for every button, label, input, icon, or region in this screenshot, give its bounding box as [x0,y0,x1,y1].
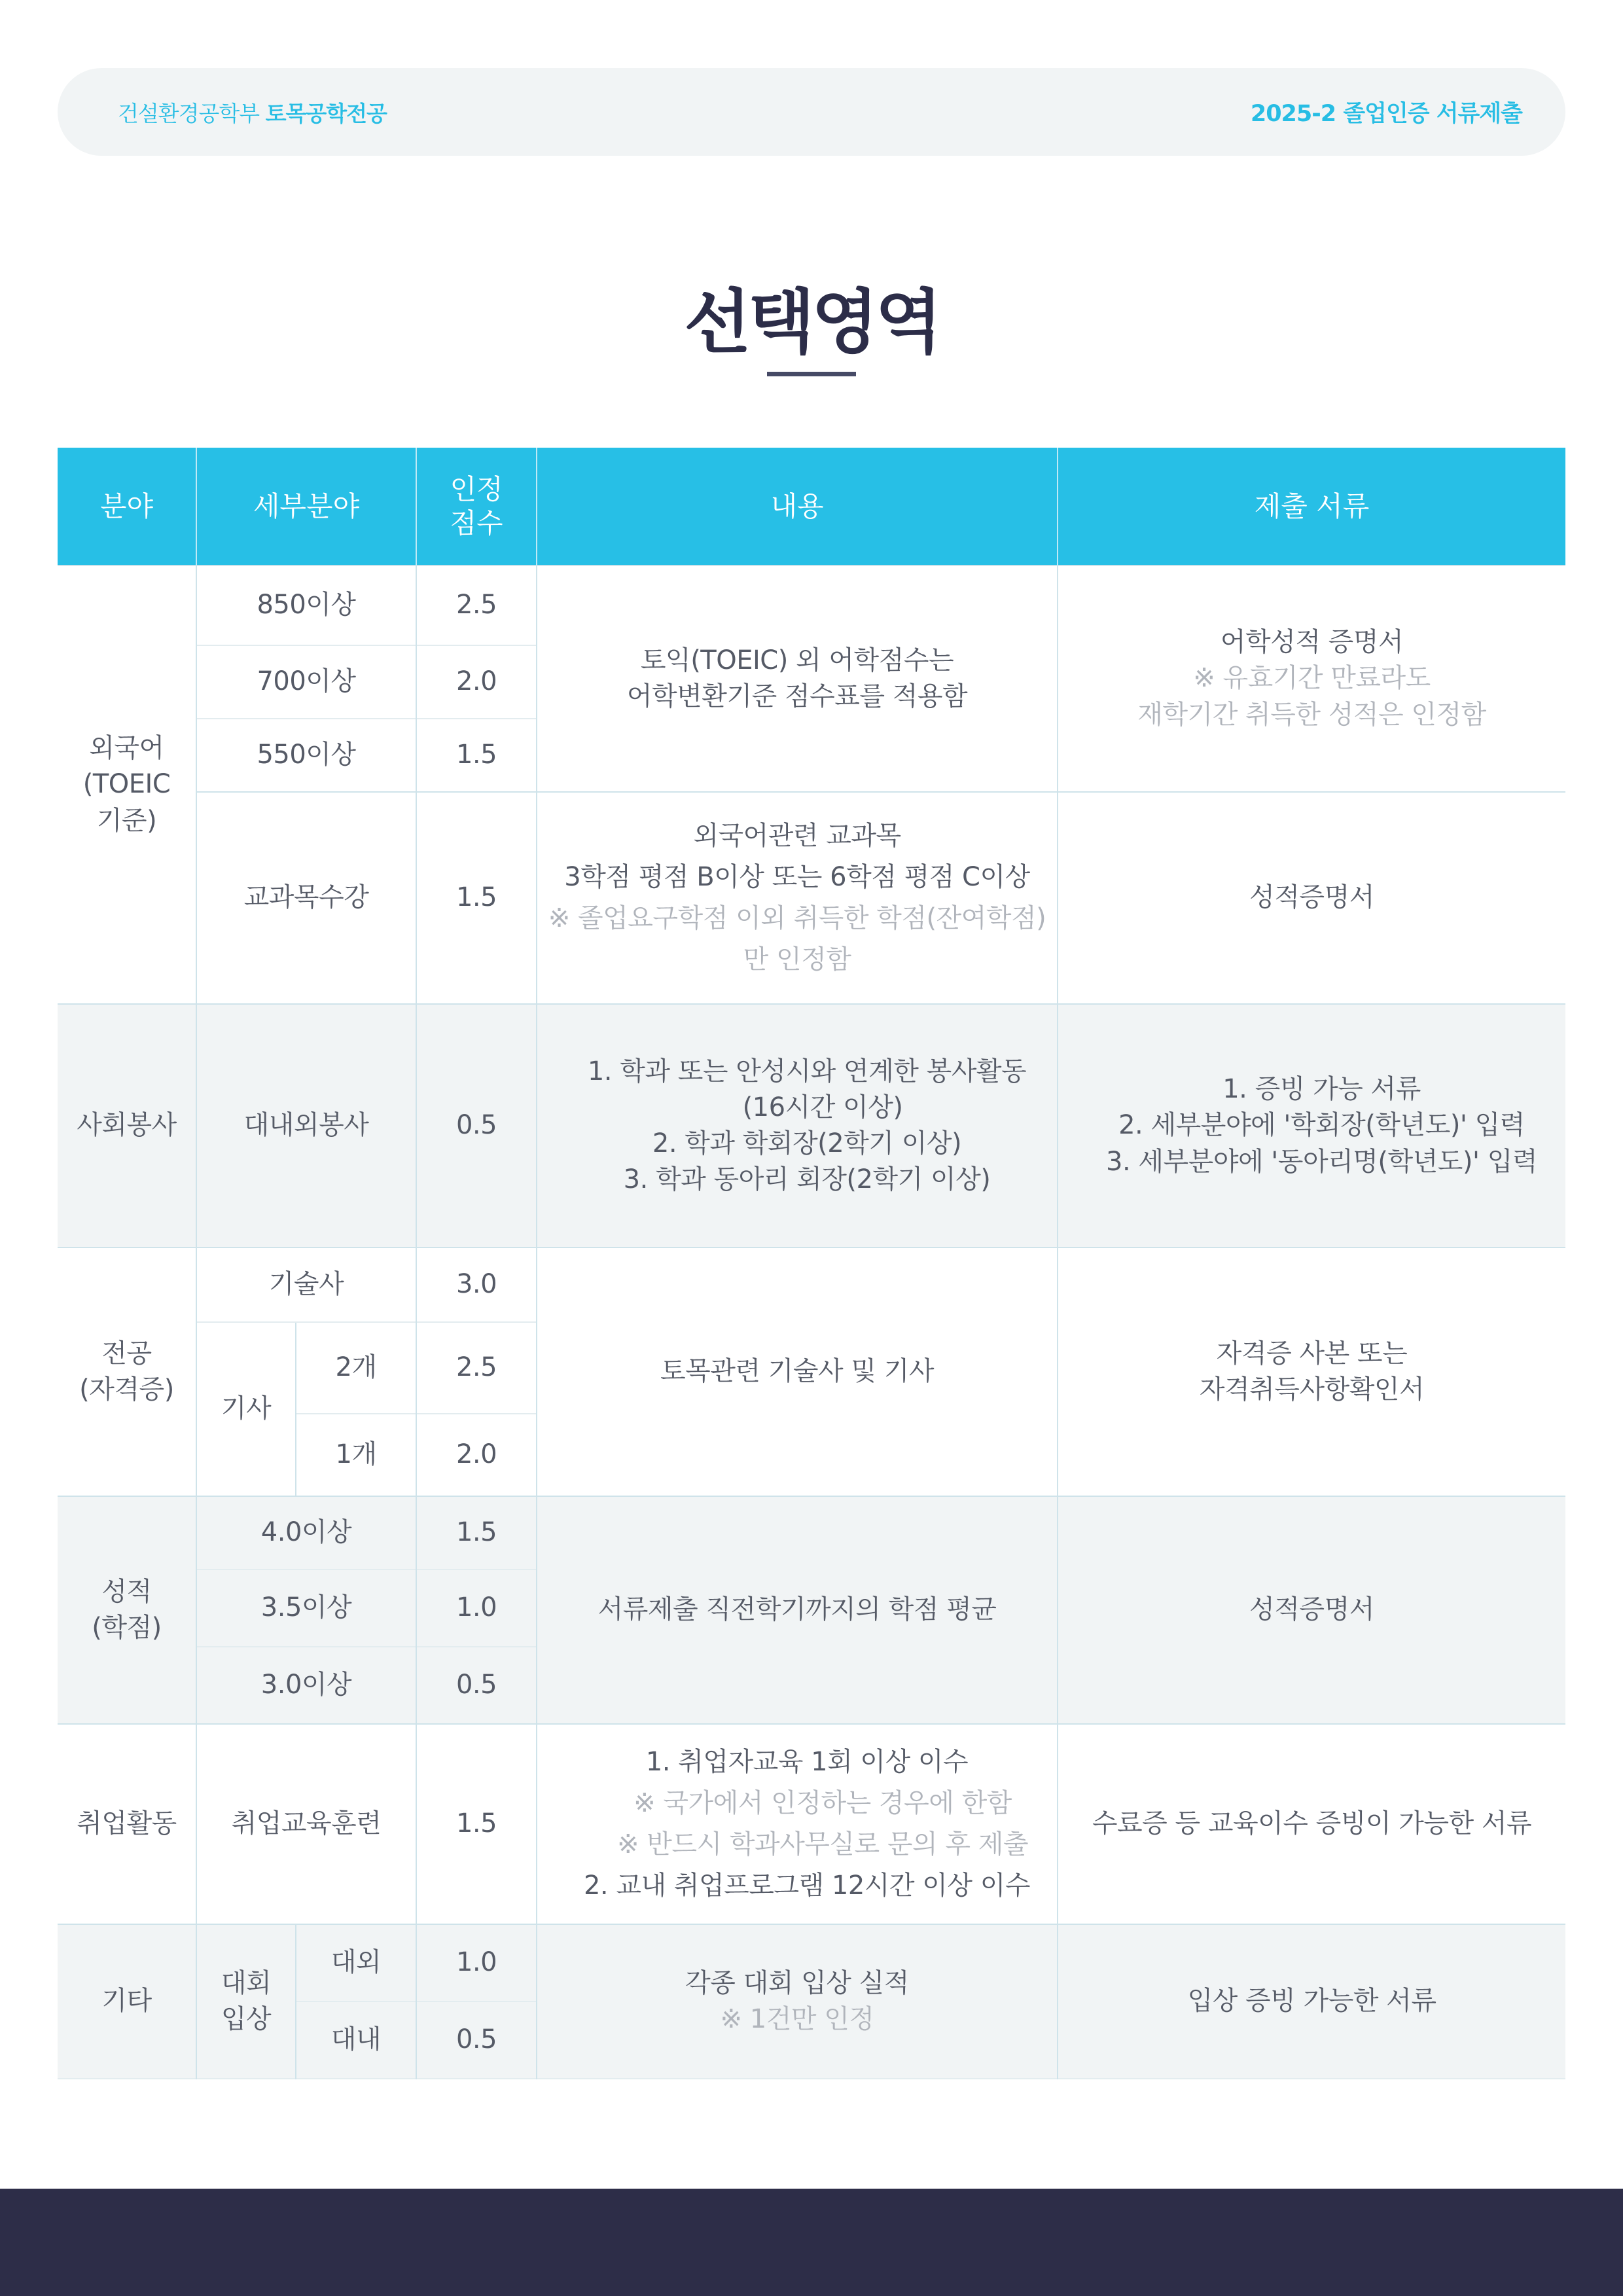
table-row [58,1724,1565,1924]
documents-cell: 수료증 등 교육이수 증빙이 가능한 서류 [1058,1724,1565,1924]
content-cell: 서류제출 직전학기까지의 학점 평균 [537,1496,1058,1724]
col-documents: 제출 서류 [1058,448,1565,565]
header-bar [58,68,1565,156]
col-score: 인정 점수 [416,448,537,565]
table-row [58,1924,1565,2001]
subfield-cell: 대회 입상 [196,1924,296,2079]
score-cell: 1.5 [416,1724,537,1924]
documents-cell: 성적증명서 [1058,792,1565,1004]
count-cell: 2개 [296,1322,416,1414]
score-cell: 1.5 [416,792,537,1004]
score-cell: 3.0 [416,1247,537,1322]
field-license: 전공 (자격증) [58,1247,196,1496]
department-label [118,97,387,128]
score-cell: 0.5 [416,1004,537,1247]
documents-cell: 1. 증빙 가능 서류 2. 세부분야에 '학회장(학년도)' 입력 3. 세부분야에 '동아리명(학년도)' 입력 [1058,1004,1565,1247]
scope-cell: 대외 [296,1924,416,2001]
page-title: 선택영역 [684,282,939,363]
requirements-table [58,448,1565,2079]
table-row [58,565,1565,645]
subfield-cell: 4.0이상 [196,1496,416,1570]
table-row [58,1496,1565,1570]
content-cell: 1. 취업자교육 1회 이상 이수 ※ 국가에서 인정하는 경우에 한함 ※ 반드시 학과사무실로 문의 후 제출 2. 교내 취업프로그램 12시간 이상 이수 [537,1724,1058,1924]
score-cell: 2.0 [416,1414,537,1496]
documents-cell: 입상 증빙 가능한 서류 [1058,1924,1565,2079]
footer-bar [0,2189,1623,2296]
documents-cell: 성적증명서 [1058,1496,1565,1724]
count-cell: 1개 [296,1414,416,1496]
score-cell: 2.5 [416,1322,537,1414]
score-cell: 1.0 [416,1924,537,2001]
documents-cell: 어학성적 증명서 ※ 유효기간 만료라도 재학기간 취득한 성적은 인정함 [1058,565,1565,792]
score-cell: 1.0 [416,1570,537,1647]
table-row [58,1004,1565,1247]
subfield-cell: 대내외봉사 [196,1004,416,1247]
subfield-cell: 교과목수강 [196,792,416,1004]
col-subfield: 세부분야 [196,448,416,565]
content-cell: 외국어관련 교과목 3학점 평점 B이상 또는 6학점 평점 C이상 ※ 졸업요구학점 이외 취득한 학점(잔여학점) 만 인정함 [537,792,1058,1004]
table-row [58,1247,1565,1322]
field-volunteer: 사회봉사 [58,1004,196,1247]
score-cell: 0.5 [416,1647,537,1724]
score-cell: 1.5 [416,719,537,792]
subfield-cell: 3.0이상 [196,1647,416,1724]
field-etc: 기타 [58,1924,196,2079]
field-employment: 취업활동 [58,1724,196,1924]
subfield-cell: 850이상 [196,565,416,645]
scope-cell: 대내 [296,2001,416,2079]
score-cell: 0.5 [416,2001,537,2079]
table-header-row [58,448,1565,565]
subfield-cell: 550이상 [196,719,416,792]
content-cell: 토익(TOEIC) 외 어학점수는 어학변환기준 점수표를 적용함 [537,565,1058,792]
submission-label: 2025-2 졸업인증 서류제출 [1250,101,1522,127]
subfield-cell: 취업교육훈련 [196,1724,416,1924]
content-cell: 토목관련 기술사 및 기사 [537,1247,1058,1496]
col-content: 내용 [537,448,1058,565]
title-underline [767,372,856,376]
documents-cell: 자격증 사본 또는 자격취득사항확인서 [1058,1247,1565,1496]
table-row [58,792,1565,1004]
score-cell: 2.5 [416,565,537,645]
field-grades: 성적 (학점) [58,1496,196,1724]
score-cell: 2.0 [416,645,537,719]
department-name: 건설환경공학부 [118,100,260,126]
content-cell: 각종 대회 입상 실적 ※ 1건만 인정 [537,1924,1058,2079]
score-cell: 1.5 [416,1496,537,1570]
subfield-cell: 3.5이상 [196,1570,416,1647]
col-field: 분야 [58,448,196,565]
subfield-cell: 기술사 [196,1247,416,1322]
field-foreign: 외국어 (TOEIC 기준) [58,565,196,1004]
major-name: 토목공학전공 [265,100,387,126]
subfield-cell: 기사 [196,1322,296,1496]
content-cell: 1. 학과 또는 안성시와 연계한 봉사활동 (16시간 이상) 2. 학과 학회장(2학기 이상) 3. 학과 동아리 회장(2학기 이상) [537,1004,1058,1247]
subfield-cell: 700이상 [196,645,416,719]
